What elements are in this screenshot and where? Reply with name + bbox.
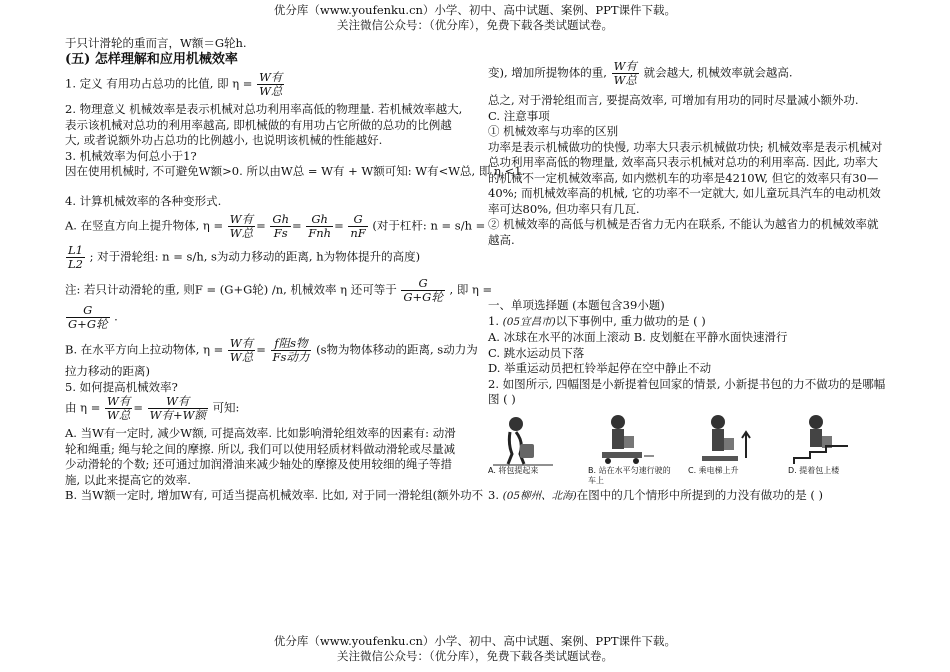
quiz-q1-option-c: C. 跳水运动员下落 [488, 345, 585, 360]
quiz-question-3: 3. (05柳州、北海)在图中的几个情形中所提到的力没有做功的是 ( ) [488, 487, 823, 502]
note-1-body: 功率是表示机械做功的快慢, 功率大只表示机械做功快; 机械效率是表示机械对总功利用率高低的物理量, 效率高只表示机械对总功的利用率高. 因此, 功率大的机械不一定机械效率高, 如内燃机车的功率是4210W, 但它的效率只有30—40%; 而机械效率高的机械, 它的功率不一定就大, 如儿童玩具汽车的电动机效率可达80%, 但功率只有几瓦. [488, 139, 883, 216]
page-footer [0, 634, 950, 664]
formula-horizontal: B. 在水平方向上拉动物体, η = $\frac{\text{W有}}{\text{W总}}$ = $\frac{\text{f阻s物}}{\text{Fs动力}}$ (s物为物体移动的距离, s动力为 [65, 336, 478, 364]
question-3: 3. 机械效率为何总小于1? [65, 148, 197, 163]
continued-text: 变), 增加所提物体的重, $\frac{\text{W有}}{\text{W总}}$ 就会越大, 机械效率就会越高. [488, 59, 793, 87]
header-line-2: 关注微信公众号：（优分库），免费下载各类试题试卷。 [337, 18, 613, 32]
lever-note: $\frac{L1}{L2}$ ; 对于滑轮组: n = s/h, s为动力移动的距离, h为物体提升的高度) [68, 243, 421, 271]
person-in-elevator-icon [688, 414, 758, 466]
pulley-note-2: $\frac{G}{\text{G+G轮}}$ . [68, 303, 118, 331]
quiz-q1-options-ab: A. 冰球在水平的冰面上滚动 B. 皮划艇在平静水面快速滑行 [488, 330, 788, 344]
efficiency-fraction: $\frac{\text{W有}}{\text{W总}}$ [259, 70, 283, 98]
header-line-1: 优分库（www.youfenku.cn）小学、初中、高中试题、案例、PPT课件下载。 [273, 3, 677, 17]
section-heading: (五) 怎样理解和应用机械效率 [65, 51, 238, 67]
figure-a: A. 将包提起来 [488, 414, 574, 486]
notes-title: C. 注意事项 [488, 108, 550, 123]
formula-vertical: A. 在竖直方向上提升物体, η = $\frac{\text{W有}}{\text{W总}}$ = $\frac{Gh}{Fs}$ = $\frac{Gh}{\text{Fnh}}$ = $\frac{G}{nF}$ (对于杠杆: n = s/h = [65, 212, 486, 240]
answer-5b: B. 当W额一定时, 增加W有, 可适当提高机械效率. 比如, 对于同一滑轮组(额外功不 [65, 488, 484, 502]
person-climbing-stairs-icon [788, 414, 858, 466]
figure-c: C. 乘电梯上升 [688, 414, 774, 486]
right-column [488, 60, 888, 504]
figure-b: B. 站在水平匀速行驶的车上 [588, 414, 674, 486]
physical-meaning: 2. 物理意义 机械效率是表示机械对总功利用率高低的物理量. 若机械效率越大, 表示该机械对总功的利用率越高, 即机械做的有用功占它所做的总功的比例越大, 或者说额外功占总功的比例越小, 也说明该机械的性能越好. [65, 102, 463, 147]
figure-d: D. 提着包上楼 [788, 414, 874, 486]
definition-text: 1. 定义 有用功占总功的比值, 即 η = [65, 76, 253, 91]
person-lifting-bag-icon [488, 414, 558, 466]
formula-improve: 由 η = $\frac{\text{W有}}{\text{W总}}$ = $\frac{\text{W有}}{\text{W有+W额}}$ 可知: [65, 394, 240, 422]
quiz-question-2: 2. 如图所示, 四幅图是小新提着包回家的情景, 小新提书包的力不做功的是哪幅图 ( ) [488, 376, 886, 406]
answer-5a: A. 当W有一定时, 减少W额, 可提高效率. 比如影响滑轮组效率的因素有: 动滑轮和绳重; 绳与轮之间的摩擦. 所以, 我们可以使用轻质材料做动滑轮或尽量减少动滑轮的个数; 还可通过加润滑油来减少轴处的摩擦及使用较细的绳子等措施, 以此来提高它的效率. [65, 426, 456, 487]
person-on-cart-icon [588, 414, 658, 466]
page-header [0, 3, 950, 33]
formula-horizontal-cont: 拉力移动的距离) [65, 364, 150, 378]
summary: 总之, 对于滑轮组而言, 要提高效率, 可增加有用功的同时尽量减小额外功. [488, 93, 859, 107]
answer-3: 因在使用机械时, 不可避免W额>0. 所以由W总 = W有 + W额可知: W有<W总, 即 η <1. [65, 164, 526, 178]
pulley-weight-note: 于只计滑轮的重而言，W额＝G轮h. [65, 36, 247, 50]
footer-line-2: 关注微信公众号：（优分库），免费下载各类试题试卷。 [337, 649, 613, 663]
note-1-title: ① 机械效率与功率的区别 [488, 124, 619, 138]
definition [65, 71, 465, 98]
question-5: 5. 如何提高机械效率? [65, 379, 178, 394]
question-4: 4. 计算机械效率的各种变形式. [65, 193, 222, 208]
footer-line-1: 优分库（www.youfenku.cn）小学、初中、高中试题、案例、PPT课件下载。 [273, 634, 677, 648]
quiz-figure [488, 414, 888, 486]
pulley-note: 注: 若只计动滑轮的重, 则F = (G+G轮) /n, 机械效率 η 还可等于 $\frac{G}{\text{G+G轮}}$ , 即 η = [65, 276, 493, 304]
quiz-title: 一、单项选择题 (本题包含39小题) [488, 298, 665, 312]
quiz-q1-option-d: D. 举重运动员把杠铃举起停在空中静止不动 [488, 361, 712, 375]
quiz-question-1: 1. (05宜昌市)以下事例中, 重力做功的是 ( ) [488, 313, 706, 328]
note-2: ② 机械效率的高低与机械是否省力无内在联系, 不能认为越省力的机械效率就越高. [488, 217, 879, 247]
